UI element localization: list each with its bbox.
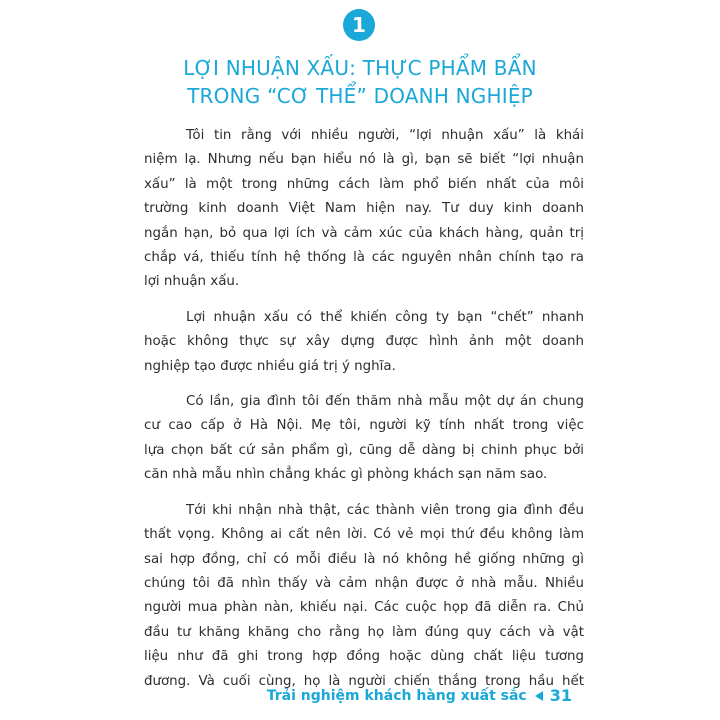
text-line: ngắn hạn, bỏ qua lợi ích và cảm xúc của khách hàng, quản trị: [144, 225, 584, 241]
text-line: xấu” là một trong những cách làm phổ biến nhất của môi: [144, 176, 584, 192]
text-line: chúng tôi đã nhìn thấy và cảm nhận được ở nhà mẫu. Nhiều: [144, 575, 584, 591]
text-line: Tới khi nhận nhà thật, các thành viên trong gia đình đều: [186, 502, 584, 518]
body-text: [144, 124, 584, 705]
text-line: Lợi nhuận xấu có thể khiến công ty bạn “chết” nhanh: [186, 309, 584, 325]
running-footer: [267, 686, 572, 705]
text-line: trường kinh doanh Việt Nam hiện nay. Tư duy kinh doanh: [144, 201, 584, 217]
text-line: Có lần, gia đình tôi đến thăm nhà mẫu một dự án chung: [186, 394, 584, 410]
text-line: chắp vá, thiếu tính hệ thống là các nguyên nhân chính tạo ra: [144, 250, 584, 266]
text-line: niệm lạ. Nhưng nếu bạn hiểu nó là gì, bạn sẽ biết “lợi nhuận: [144, 152, 584, 168]
text-line: đương. Và cuối cùng, họ là người chiến thắng trong hầu hết: [144, 673, 584, 689]
paragraph: [144, 306, 584, 379]
paragraph: [144, 390, 584, 488]
chapter-title-line: TRONG “CƠ THỂ” DOANH NGHIỆP: [187, 84, 533, 108]
text-line: thất vọng. Không ai cất nên lời. Có vẻ mọi thứ đều không làm: [144, 527, 584, 543]
text-line: nghiệp tạo được nhiều giá trị ý nghĩa.: [144, 358, 396, 374]
text-line: liệu như đã ghi trong hợp đồng hoặc dùng chất liệu tương: [144, 649, 584, 665]
text-line: Tôi tin rằng với nhiều người, “lợi nhuận xấu” là khái: [186, 128, 584, 143]
text-line: đầu tư khăng khăng cho rằng họ làm đúng quy cách và vật: [144, 624, 584, 640]
text-line: người mua phàn nàn, khiếu nại. Các cuộc họp đã diễn ra. Chủ: [144, 600, 584, 616]
text-line: lợi nhuận xấu.: [144, 274, 240, 290]
left-triangle-icon: [535, 691, 543, 701]
chapter-number-badge: 1: [343, 9, 375, 41]
text-line: cư cao cấp ở Hà Nội. Mẹ tôi, người kỹ tính nhất trong việc: [144, 418, 584, 434]
text-line: lựa chọn bất cứ sản phẩm gì, cũng dễ dàng bị chinh phục bởi: [144, 442, 584, 458]
text-line: hoặc không thực sự xây dựng được hình ảnh một doanh: [144, 334, 584, 350]
book-title: Trải nghiệm khách hàng xuất sắc: [266, 687, 527, 704]
paragraph: [144, 499, 584, 694]
text-line: sai hợp đồng, chỉ có mỗi điều là nó không hề giống những gì: [144, 551, 584, 567]
chapter-title: [100, 54, 620, 110]
text-line: căn nhà mẫu nhìn chẳng khác gì phòng khách sạn năm sao.: [144, 467, 548, 483]
page-number: 31: [549, 686, 572, 705]
chapter-title-line: LỢI NHUẬN XẤU: THỰC PHẨM BẨN: [183, 56, 537, 80]
paragraph: [144, 124, 584, 295]
